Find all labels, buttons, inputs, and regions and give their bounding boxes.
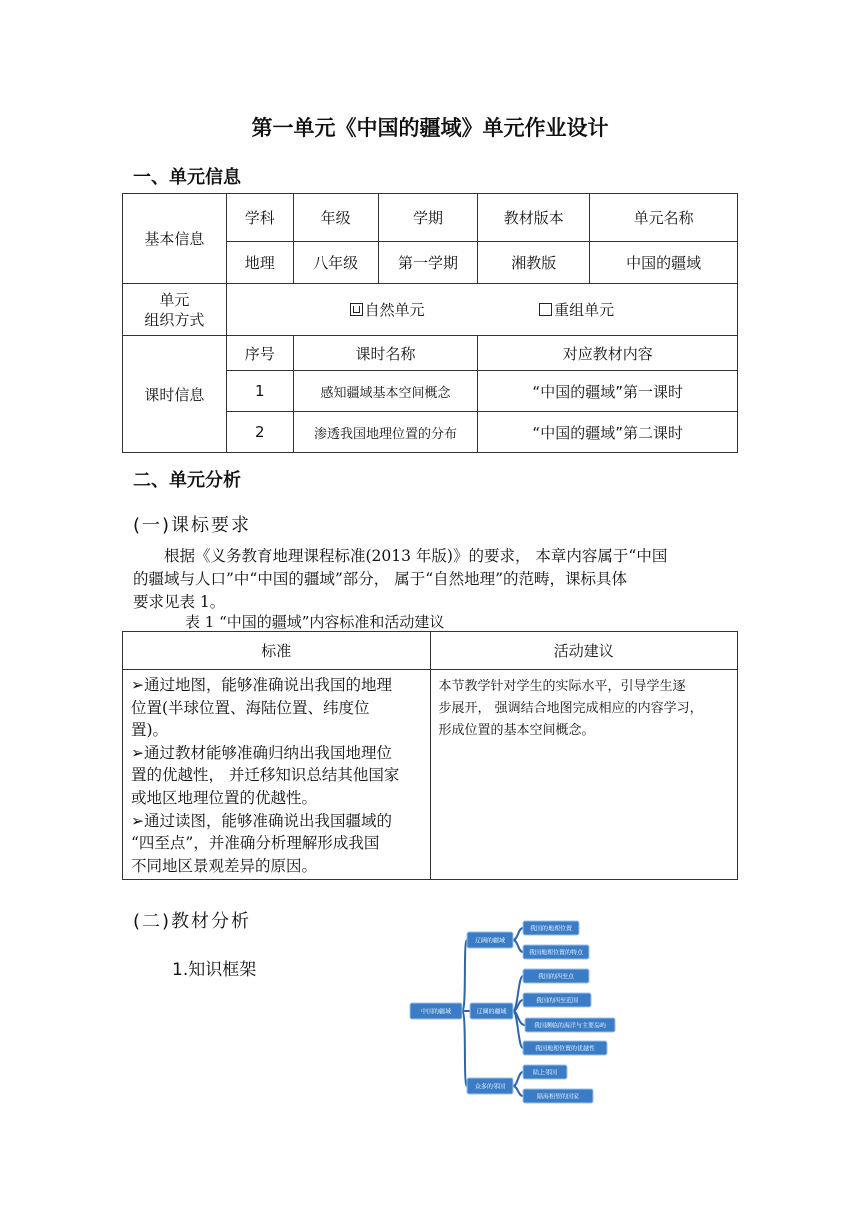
diagram-leaf: 我国的四至范围 [535,997,579,1005]
lesson-header-no: 序号 [226,336,293,371]
diagram-leaf: 陆上邻国 [532,1069,558,1077]
basic-info-label: 基本信息 [123,194,227,284]
std-content [123,670,431,880]
act-line: 本节教学针对学生的实际水平，引导学生逐 [438,679,686,694]
lesson-info-label: 课时信息 [123,336,227,453]
subheading-curriculum: (一)课标要求 [133,515,252,536]
std-line: ➢通过读图，能够准确说出我国疆域的 [131,811,392,830]
std-line: ➢通过教材能够准确归纳出我国地理位 [131,743,392,762]
header-unit-name: 单元名称 [590,194,738,242]
diagram-leaf: 我国的四至点 [537,973,575,981]
org-label-line1: 单元 [159,290,190,309]
lesson-header-content: 对应教材内容 [478,336,738,371]
curriculum-paragraph [133,545,733,614]
diagram-branch-1: 辽阔的疆域 [474,937,506,945]
std-line: 不同地区景观差异的原因。 [131,856,318,875]
diagram-leaf: 我国濒临的海洋与主要岛屿 [533,1022,607,1030]
diagram-branch-3: 众多的邻国 [474,1083,506,1091]
header-grade: 年级 [293,194,378,242]
value-term: 第一学期 [378,242,478,284]
diagram-branch-2: 辽阔的疆域 [476,1008,507,1016]
std-line: “四至点”，并准确分析理解形成我国 [131,834,380,853]
activity-header: 活动建议 [430,632,738,670]
lesson-1-no: 1 [226,371,293,412]
header-term: 学期 [378,194,478,242]
knowledge-framework-label: 1.知识框架 [172,960,257,980]
diagram-root: 中国的疆域 [420,1008,452,1016]
diagram-leaf: 我国地理位置的优越性 [534,1045,596,1053]
header-subject: 学科 [226,194,293,242]
unit-info-table [122,193,738,453]
table-caption: 表 1 “中国的疆域”内容标准和活动建议 [185,613,445,631]
value-grade: 八年级 [293,242,378,284]
act-line: 形成位置的基本空间概念。 [438,723,595,738]
lesson-1-name: 感知疆域基本空间概念 [293,371,478,412]
para-line-1: 根据《义务教育地理课程标准(2013 年版)》的要求， 本章内容属于“中国 [164,547,668,565]
lesson-2-content: “中国的疆域”第二课时 [478,412,738,453]
standards-table [122,631,738,880]
activity-content [430,670,738,880]
diagram-leaf: 隔海相望的国家 [536,1093,580,1101]
org-method-options [226,284,737,336]
document-title: 第一单元《中国的疆域》单元作业设计 [251,116,609,140]
regroup-unit-checkbox[interactable] [539,303,552,316]
lesson-2-name: 渗透我国地理位置的分布 [293,412,478,453]
section-heading-unit-analysis: 二、单元分析 [133,470,241,491]
para-line-2: 的疆域与人口”中“中国的疆域”部分， 属于“自然地理”的范畴，课标具体 [133,570,628,588]
value-subject: 地理 [226,242,293,284]
subheading-textbook-analysis: (二)教材分析 [133,911,252,932]
org-method-label [123,284,227,336]
value-edition: 湘教版 [478,242,590,284]
section-heading-unit-info: 一、单元信息 [133,167,241,188]
lesson-header-name: 课时名称 [293,336,478,371]
std-header: 标准 [123,632,431,670]
std-line: 置)。 [131,721,169,740]
lesson-1-content: “中国的疆域”第一课时 [478,371,738,412]
natural-unit-checkbox[interactable] [350,303,363,316]
value-unit-name: 中国的疆域 [590,242,738,284]
std-line: 或地区地理位置的优越性。 [131,788,318,807]
std-line: 置的优越性， 并迁移知识总结其他国家 [131,766,400,785]
diagram-leaf: 我国的地理位置 [529,925,573,933]
diagram-leaf: 我国地理位置的特点 [528,949,584,957]
org-label-line2: 组织方式 [144,310,205,329]
natural-unit-label: 自然单元 [364,301,425,319]
regroup-unit-label: 重组单元 [554,301,615,319]
act-line: 步展开， 强调结合地图完成相应的内容学习， [438,701,703,716]
header-edition: 教材版本 [478,194,590,242]
lesson-2-no: 2 [226,412,293,453]
knowledge-framework-diagram [405,910,620,1115]
std-line: 位置(半球位置、海陆位置、纬度位 [131,698,370,717]
std-line: ➢通过地图，能够准确说出我国的地理 [131,676,392,694]
para-line-3: 要求见表 1。 [133,593,226,611]
